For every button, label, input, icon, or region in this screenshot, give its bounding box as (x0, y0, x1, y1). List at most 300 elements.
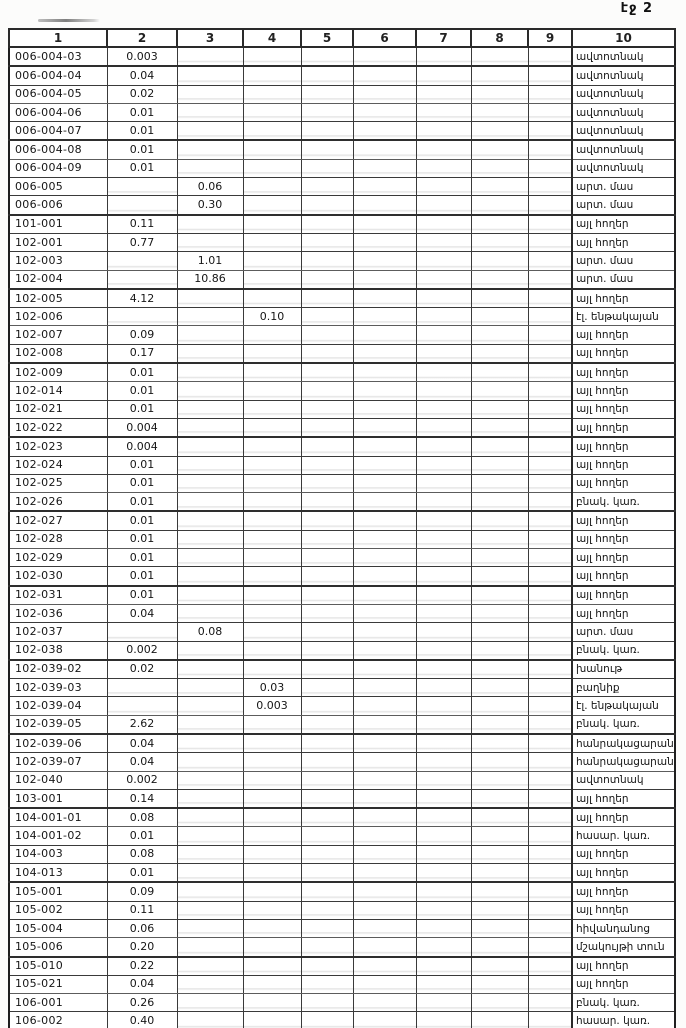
value-cell (301, 418, 353, 437)
land-use-cell: ավտոտնակ (572, 771, 675, 789)
value-cell (177, 215, 243, 234)
parcel-code-cell: 102-031 (9, 586, 107, 605)
value-cell (528, 679, 572, 697)
value-cell (353, 159, 416, 177)
value-cell (353, 623, 416, 641)
value-cell (416, 919, 471, 937)
land-use-cell: արտ. մաս (572, 270, 675, 289)
value-cell (353, 734, 416, 753)
scan-artifact (38, 19, 100, 22)
value-cell (471, 418, 528, 437)
value-cell (353, 196, 416, 215)
value-cell (243, 418, 301, 437)
table-row (9, 623, 675, 641)
value-cell (301, 308, 353, 326)
value-cell (301, 771, 353, 789)
parcel-code-cell: 006-004-06 (9, 103, 107, 121)
parcel-code-cell: 105-006 (9, 938, 107, 957)
value-cell (353, 789, 416, 808)
value-cell (416, 641, 471, 660)
parcel-code-cell: 102-030 (9, 567, 107, 586)
value-cell (353, 938, 416, 957)
value-cell (243, 252, 301, 270)
value-cell (177, 233, 243, 251)
value-cell: 2.62 (107, 715, 177, 734)
parcel-code-cell: 105-021 (9, 975, 107, 993)
land-use-cell: այլ հողեր (572, 957, 675, 976)
value-cell (243, 85, 301, 103)
value-cell (353, 845, 416, 863)
value-cell (177, 308, 243, 326)
value-cell (353, 511, 416, 530)
table-row (9, 47, 675, 66)
value-cell (177, 586, 243, 605)
value-cell (528, 252, 572, 270)
value-cell (416, 400, 471, 418)
value-cell (416, 1012, 471, 1028)
value-cell (471, 864, 528, 883)
value-cell (243, 530, 301, 548)
value-cell (528, 382, 572, 400)
land-use-cell: այլ հողեր (572, 604, 675, 622)
value-cell (528, 789, 572, 808)
value-cell (243, 456, 301, 474)
table-body (9, 47, 675, 1028)
land-use-cell: այլ հողեր (572, 882, 675, 901)
value-cell (471, 215, 528, 234)
value-cell (301, 660, 353, 679)
land-use-cell: այլ հողեր (572, 326, 675, 344)
value-cell: 0.06 (107, 919, 177, 937)
value-cell (416, 122, 471, 141)
value-cell (243, 975, 301, 993)
value-cell: 0.30 (177, 196, 243, 215)
table-row (9, 382, 675, 400)
value-cell (177, 140, 243, 159)
land-use-cell: բաղնիք (572, 679, 675, 697)
value-cell (471, 715, 528, 734)
value-cell (301, 938, 353, 957)
table-row (9, 159, 675, 177)
table-row (9, 530, 675, 548)
value-cell (243, 938, 301, 957)
table-row (9, 215, 675, 234)
value-cell: 10.86 (177, 270, 243, 289)
value-cell (243, 363, 301, 382)
value-cell (528, 808, 572, 827)
parcel-code-cell: 006-004-08 (9, 140, 107, 159)
value-cell (243, 864, 301, 883)
table-row (9, 771, 675, 789)
value-cell (471, 530, 528, 548)
value-cell (528, 734, 572, 753)
value-cell (177, 641, 243, 660)
value-cell (177, 679, 243, 697)
table-row (9, 827, 675, 845)
value-cell (416, 66, 471, 85)
value-cell (471, 103, 528, 121)
value-cell: 0.01 (107, 382, 177, 400)
value-cell (177, 549, 243, 567)
value-cell (528, 122, 572, 141)
land-use-cell: այլ հողեր (572, 382, 675, 400)
value-cell: 0.20 (107, 938, 177, 957)
parcel-code-cell: 102-039-05 (9, 715, 107, 734)
land-use-cell: բնակ. կառ. (572, 493, 675, 512)
value-cell (353, 326, 416, 344)
value-cell (353, 604, 416, 622)
value-cell (416, 474, 471, 492)
table-row (9, 753, 675, 771)
value-cell (301, 957, 353, 976)
value-cell (177, 85, 243, 103)
value-cell (353, 901, 416, 919)
parcel-code-cell: 104-003 (9, 845, 107, 863)
value-cell (471, 344, 528, 363)
value-cell (353, 753, 416, 771)
value-cell (301, 864, 353, 883)
value-cell (471, 808, 528, 827)
parcel-code-cell: 105-002 (9, 901, 107, 919)
value-cell (301, 233, 353, 251)
value-cell (243, 493, 301, 512)
value-cell (416, 418, 471, 437)
value-cell (353, 975, 416, 993)
table-row (9, 456, 675, 474)
value-cell (528, 975, 572, 993)
value-cell (301, 326, 353, 344)
value-cell (416, 511, 471, 530)
value-cell: 0.09 (107, 326, 177, 344)
parcel-code-cell: 105-004 (9, 919, 107, 937)
land-use-cell: այլ հողեր (572, 975, 675, 993)
value-cell: 0.01 (107, 122, 177, 141)
parcel-code-cell: 006-004-05 (9, 85, 107, 103)
table-row (9, 511, 675, 530)
value-cell (471, 567, 528, 586)
value-cell (301, 845, 353, 863)
parcel-code-cell: 102-023 (9, 437, 107, 456)
parcel-code-cell: 102-005 (9, 289, 107, 308)
value-cell (177, 456, 243, 474)
value-cell (416, 530, 471, 548)
value-cell (107, 252, 177, 270)
value-cell (177, 326, 243, 344)
value-cell (353, 382, 416, 400)
value-cell (353, 308, 416, 326)
value-cell (353, 530, 416, 548)
value-cell: 0.04 (107, 975, 177, 993)
value-cell (528, 864, 572, 883)
value-cell (416, 252, 471, 270)
value-cell (353, 994, 416, 1012)
value-cell: 0.04 (107, 66, 177, 85)
parcel-code-cell: 006-004-03 (9, 47, 107, 66)
value-cell (416, 437, 471, 456)
value-cell (301, 586, 353, 605)
land-use-cell: այլ հողեր (572, 456, 675, 474)
value-cell (243, 437, 301, 456)
parcel-code-cell: 006-005 (9, 178, 107, 196)
value-cell (471, 400, 528, 418)
value-cell (416, 159, 471, 177)
value-cell (416, 308, 471, 326)
value-cell (353, 882, 416, 901)
value-cell (177, 938, 243, 957)
column-header: 3 (177, 29, 243, 47)
value-cell (353, 827, 416, 845)
value-cell: 0.003 (243, 697, 301, 715)
land-use-cell: այլ հողեր (572, 418, 675, 437)
value-cell (243, 901, 301, 919)
value-cell (177, 882, 243, 901)
value-cell (528, 103, 572, 121)
value-cell (416, 103, 471, 121)
value-cell (177, 363, 243, 382)
value-cell (471, 660, 528, 679)
land-use-cell: արտ. մաս (572, 623, 675, 641)
value-cell: 0.02 (107, 85, 177, 103)
table-row (9, 845, 675, 863)
value-cell (528, 474, 572, 492)
value-cell (177, 734, 243, 753)
value-cell (177, 827, 243, 845)
value-cell (528, 586, 572, 605)
table-row (9, 418, 675, 437)
value-cell (471, 845, 528, 863)
table-row (9, 85, 675, 103)
value-cell (416, 994, 471, 1012)
value-cell (301, 344, 353, 363)
value-cell (243, 882, 301, 901)
value-cell: 0.002 (107, 641, 177, 660)
column-header: 7 (416, 29, 471, 47)
value-cell (528, 418, 572, 437)
value-cell (177, 660, 243, 679)
land-use-cell: հանրակացարան (572, 753, 675, 771)
land-use-cell: հիվանդանոց (572, 919, 675, 937)
value-cell (353, 437, 416, 456)
value-cell (301, 85, 353, 103)
value-cell (353, 418, 416, 437)
table-row (9, 437, 675, 456)
value-cell (471, 882, 528, 901)
value-cell (528, 530, 572, 548)
value-cell (528, 957, 572, 976)
table-row (9, 957, 675, 976)
value-cell: 0.01 (107, 864, 177, 883)
value-cell (243, 344, 301, 363)
column-header: 10 (572, 29, 675, 47)
value-cell (471, 474, 528, 492)
table-row (9, 308, 675, 326)
value-cell (528, 326, 572, 344)
land-use-cell: այլ հողեր (572, 215, 675, 234)
value-cell: 0.03 (243, 679, 301, 697)
column-header: 2 (107, 29, 177, 47)
table-row (9, 679, 675, 697)
value-cell: 0.11 (107, 901, 177, 919)
land-use-cell: այլ հողեր (572, 845, 675, 863)
value-cell (471, 85, 528, 103)
value-cell (416, 289, 471, 308)
value-cell (528, 697, 572, 715)
value-cell (301, 808, 353, 827)
land-use-cell: խանութ (572, 660, 675, 679)
value-cell (528, 845, 572, 863)
value-cell (471, 511, 528, 530)
value-cell (528, 919, 572, 937)
table-row (9, 122, 675, 141)
page-number-label: էջ 2 (620, 1, 653, 16)
land-use-cell: բնակ. կառ. (572, 715, 675, 734)
table-row (9, 252, 675, 270)
value-cell (528, 827, 572, 845)
value-cell (528, 641, 572, 660)
table-header-row (9, 29, 675, 47)
table-row (9, 715, 675, 734)
value-cell (243, 734, 301, 753)
land-use-cell: ավտոտնակ (572, 103, 675, 121)
value-cell (177, 344, 243, 363)
parcel-code-cell: 102-007 (9, 326, 107, 344)
table-row (9, 641, 675, 660)
value-cell: 0.08 (177, 623, 243, 641)
value-cell (353, 660, 416, 679)
table-row (9, 66, 675, 85)
value-cell (243, 103, 301, 121)
value-cell (471, 178, 528, 196)
value-cell (177, 474, 243, 492)
value-cell (301, 474, 353, 492)
value-cell (471, 623, 528, 641)
value-cell (301, 270, 353, 289)
parcel-code-cell: 102-028 (9, 530, 107, 548)
value-cell (243, 159, 301, 177)
value-cell (416, 957, 471, 976)
value-cell (471, 586, 528, 605)
value-cell (107, 697, 177, 715)
value-cell (301, 215, 353, 234)
parcel-code-cell: 102-003 (9, 252, 107, 270)
value-cell (353, 864, 416, 883)
value-cell (177, 697, 243, 715)
value-cell (528, 604, 572, 622)
value-cell (301, 697, 353, 715)
parcel-code-cell: 102-037 (9, 623, 107, 641)
value-cell: 0.14 (107, 789, 177, 808)
value-cell (471, 233, 528, 251)
value-cell (471, 1012, 528, 1028)
value-cell (301, 159, 353, 177)
value-cell (353, 697, 416, 715)
land-use-cell: ավտոտնակ (572, 47, 675, 66)
value-cell (528, 363, 572, 382)
value-cell (528, 233, 572, 251)
land-use-cell: ավտոտնակ (572, 159, 675, 177)
parcel-code-cell: 006-004-07 (9, 122, 107, 141)
value-cell (353, 771, 416, 789)
value-cell (416, 679, 471, 697)
value-cell (301, 734, 353, 753)
value-cell (353, 919, 416, 937)
value-cell (301, 140, 353, 159)
value-cell (416, 47, 471, 66)
parcel-code-cell: 102-039-07 (9, 753, 107, 771)
value-cell (528, 344, 572, 363)
value-cell: 0.004 (107, 437, 177, 456)
table-row (9, 789, 675, 808)
value-cell (353, 363, 416, 382)
parcel-code-cell: 106-001 (9, 994, 107, 1012)
value-cell (177, 382, 243, 400)
value-cell: 0.002 (107, 771, 177, 789)
value-cell (353, 400, 416, 418)
value-cell (243, 511, 301, 530)
value-cell (301, 103, 353, 121)
value-cell (353, 289, 416, 308)
value-cell: 0.01 (107, 530, 177, 548)
value-cell (177, 753, 243, 771)
value-cell (471, 456, 528, 474)
value-cell: 4.12 (107, 289, 177, 308)
parcel-code-cell: 006-004-09 (9, 159, 107, 177)
land-use-cell: այլ հողեր (572, 864, 675, 883)
value-cell (528, 215, 572, 234)
value-cell (107, 178, 177, 196)
value-cell: 0.01 (107, 827, 177, 845)
value-cell: 0.09 (107, 882, 177, 901)
value-cell (243, 660, 301, 679)
value-cell (416, 845, 471, 863)
value-cell (528, 771, 572, 789)
table-row (9, 567, 675, 586)
value-cell (353, 140, 416, 159)
value-cell (416, 753, 471, 771)
value-cell (416, 697, 471, 715)
value-cell (471, 270, 528, 289)
table-row (9, 493, 675, 512)
parcel-code-cell: 102-039-02 (9, 660, 107, 679)
value-cell: 0.01 (107, 567, 177, 586)
value-cell (301, 567, 353, 586)
value-cell (416, 864, 471, 883)
land-use-cell: էլ. ենթակայան (572, 308, 675, 326)
value-cell (177, 919, 243, 937)
value-cell (528, 400, 572, 418)
value-cell: 0.01 (107, 400, 177, 418)
parcel-code-cell: 105-010 (9, 957, 107, 976)
parcel-code-cell: 104-001-02 (9, 827, 107, 845)
table-row (9, 901, 675, 919)
value-cell (416, 901, 471, 919)
value-cell (243, 957, 301, 976)
value-cell: 0.01 (107, 456, 177, 474)
parcel-code-cell: 104-013 (9, 864, 107, 883)
value-cell (416, 270, 471, 289)
parcel-code-cell: 101-001 (9, 215, 107, 234)
value-cell (177, 789, 243, 808)
value-cell (416, 233, 471, 251)
land-use-cell: այլ հողեր (572, 586, 675, 605)
value-cell (301, 641, 353, 660)
value-cell (528, 1012, 572, 1028)
value-cell (353, 715, 416, 734)
value-cell (528, 85, 572, 103)
value-cell (243, 326, 301, 344)
value-cell (353, 808, 416, 827)
value-cell (416, 623, 471, 641)
